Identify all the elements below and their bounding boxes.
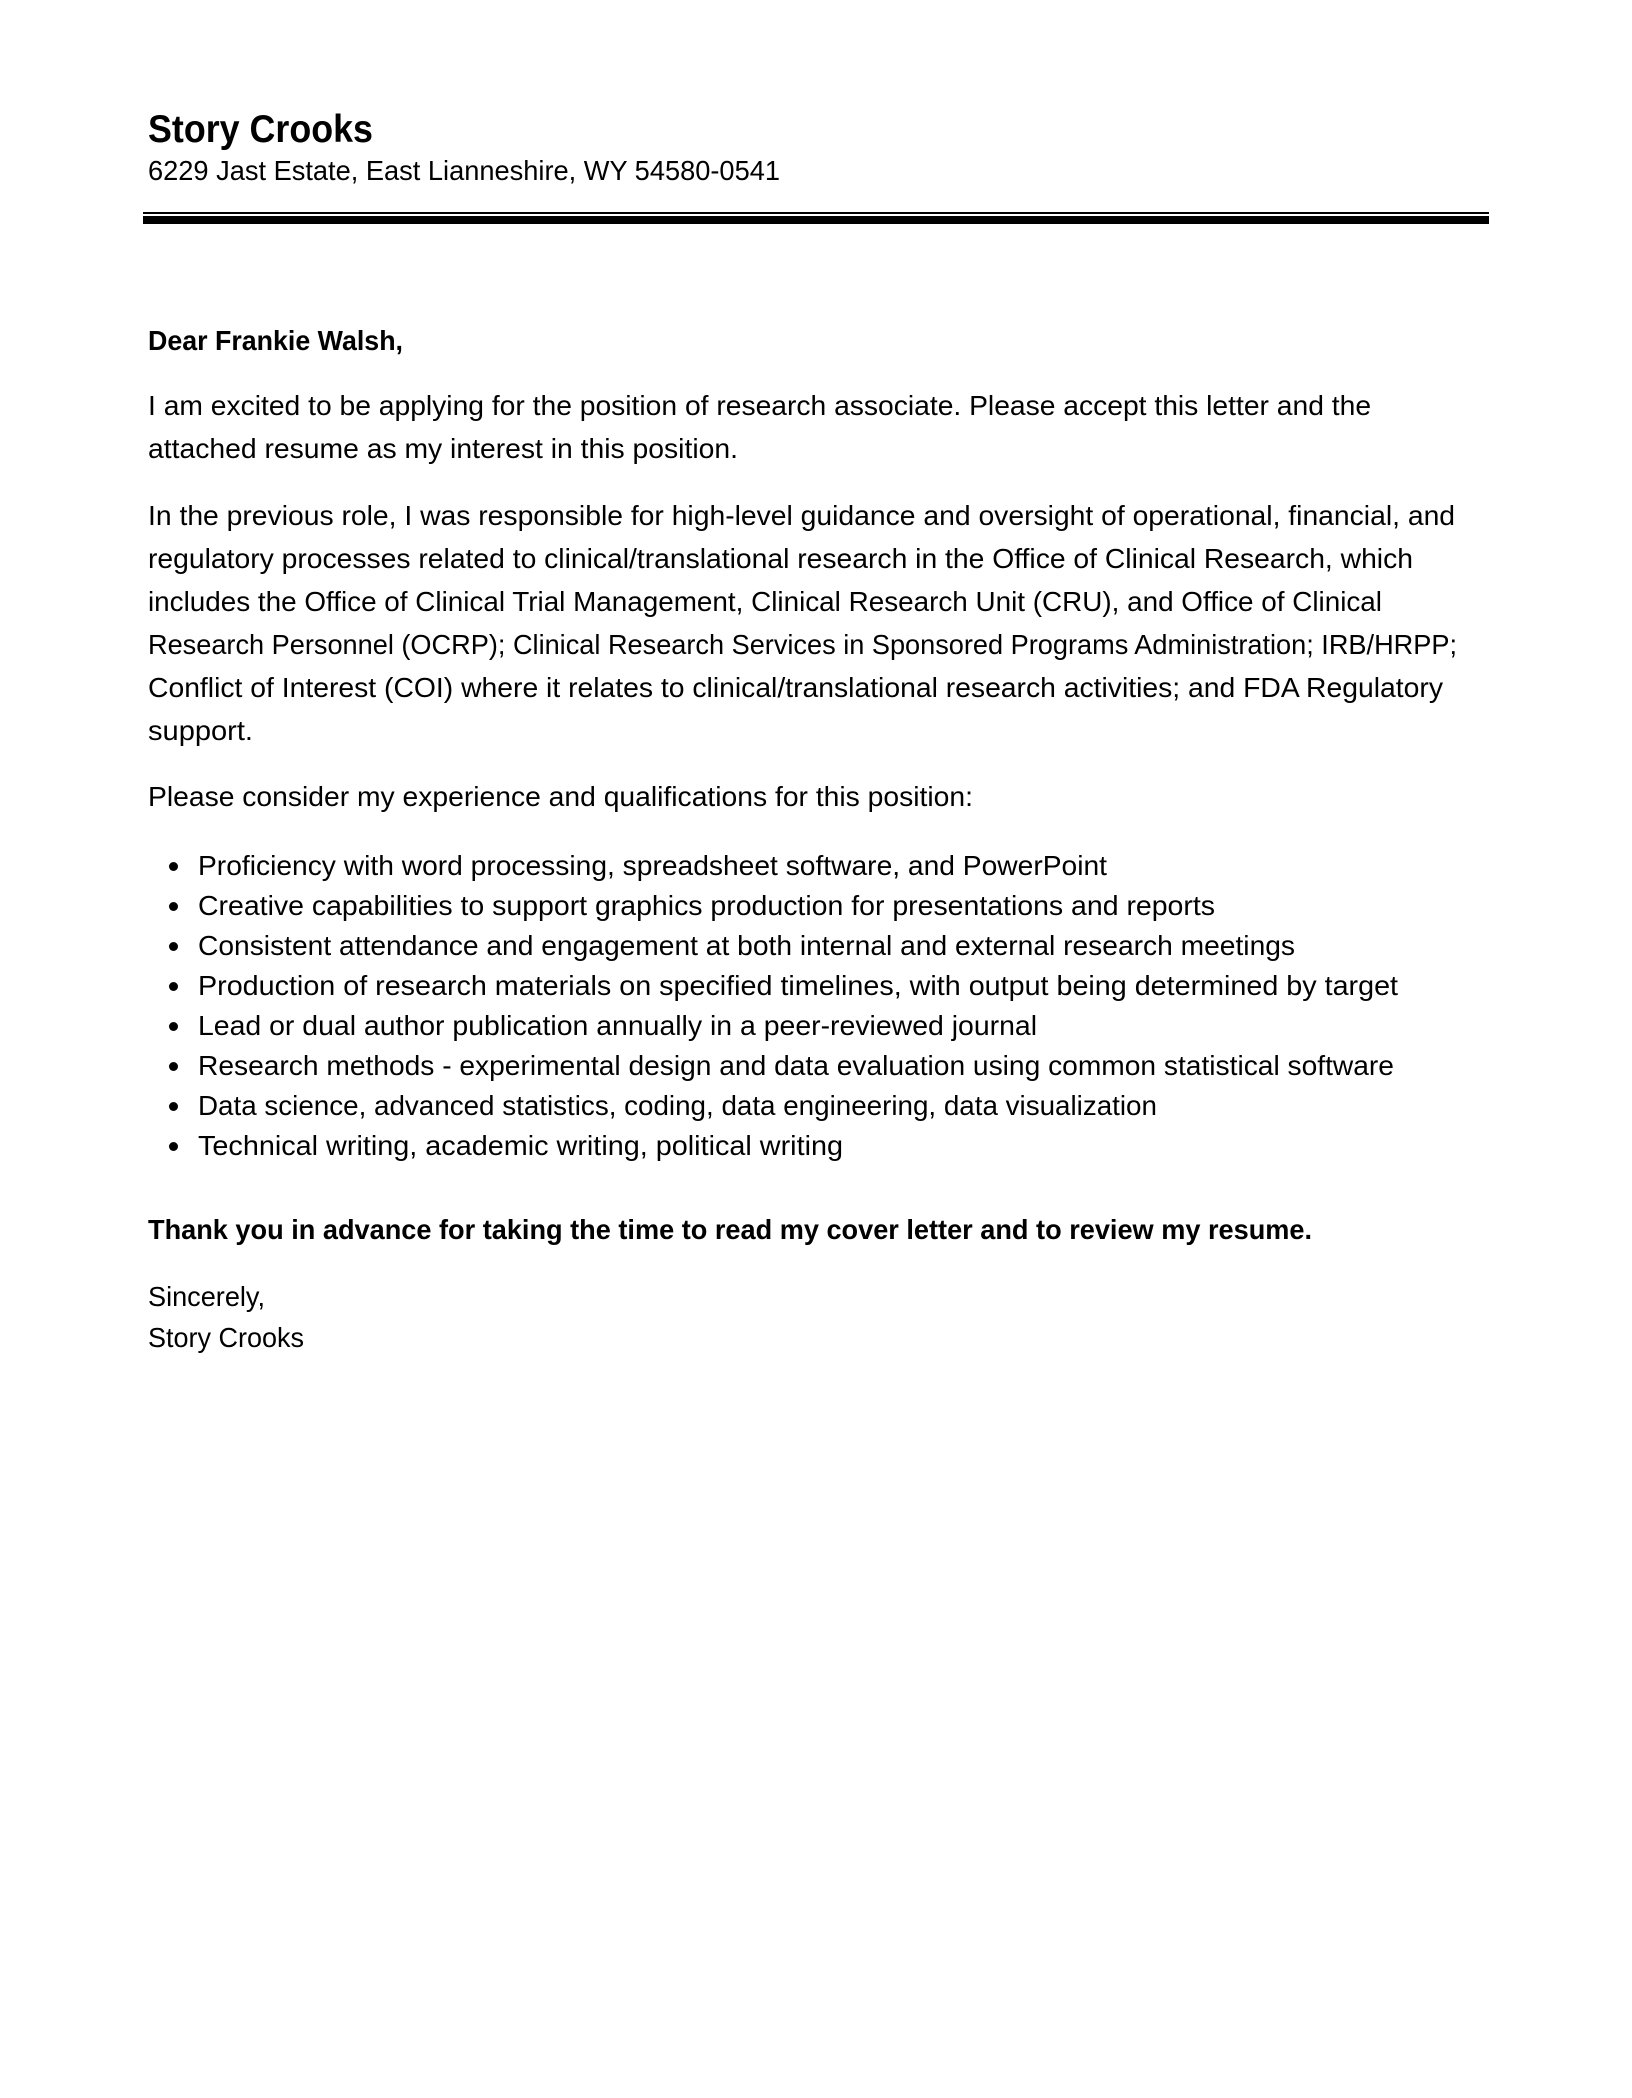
header-divider-thick [143, 216, 1489, 224]
sign-off: Sincerely, [148, 1281, 266, 1312]
bullet-icon [169, 902, 178, 911]
bullet-icon [169, 862, 178, 871]
paragraph-line: Research Personnel (OCRP); Clinical Research Services in Sponsored Programs Administration; IRB/HRPP; [148, 629, 1458, 660]
list-item-text: Research methods - experimental design and data evaluation using common statistical software [198, 1050, 1394, 1081]
bullet-icon [169, 1142, 178, 1151]
bullet-icon [169, 1102, 178, 1111]
bullet-icon [169, 942, 178, 951]
paragraph-line: attached resume as my interest in this position. [148, 433, 738, 464]
salutation: Dear Frankie Walsh, [148, 325, 404, 356]
paragraph-line: I am excited to be applying for the position of research associate. Please accept this letter and the [148, 390, 1372, 421]
qualifications-intro: Please consider my experience and qualifications for this position: [148, 781, 973, 812]
list-item-text: Consistent attendance and engagement at both internal and external research meetings [198, 930, 1296, 961]
paragraph-line: includes the Office of Clinical Trial Management, Clinical Research Unit (CRU), and Office of Clinical [148, 586, 1382, 617]
sender-address: 6229 Jast Estate, East Lianneshire, WY 54580-0541 [148, 155, 780, 186]
bullet-icon [169, 1062, 178, 1071]
bullet-icon [169, 1022, 178, 1031]
paragraph-line: In the previous role, I was responsible for high-level guidance and oversight of operational, financial, and [148, 500, 1456, 531]
list-item-text: Proficiency with word processing, spreadsheet software, and PowerPoint [198, 850, 1107, 881]
paragraph-line: Conflict of Interest (COI) where it relates to clinical/translational research activities; and FDA Regulatory [148, 672, 1443, 703]
list-item-text: Creative capabilities to support graphics production for presentations and reports [198, 890, 1215, 921]
list-item-text: Production of research materials on specified timelines, with output being determined by target [198, 970, 1399, 1001]
paragraph-line: regulatory processes related to clinical/translational research in the Office of Clinical Research, which [148, 543, 1413, 574]
paragraph-line: support. [148, 715, 253, 746]
sender-name: Story Crooks [148, 108, 373, 151]
signature-name: Story Crooks [148, 1322, 305, 1353]
closing-statement: Thank you in advance for taking the time to read my cover letter and to review my resume. [148, 1214, 1313, 1245]
header-divider-thin [143, 212, 1489, 214]
list-item-text: Lead or dual author publication annually in a peer-reviewed journal [198, 1010, 1038, 1041]
list-item-text: Technical writing, academic writing, political writing [198, 1130, 844, 1161]
bullet-icon [169, 982, 178, 991]
list-item-text: Data science, advanced statistics, coding, data engineering, data visualization [198, 1090, 1157, 1121]
